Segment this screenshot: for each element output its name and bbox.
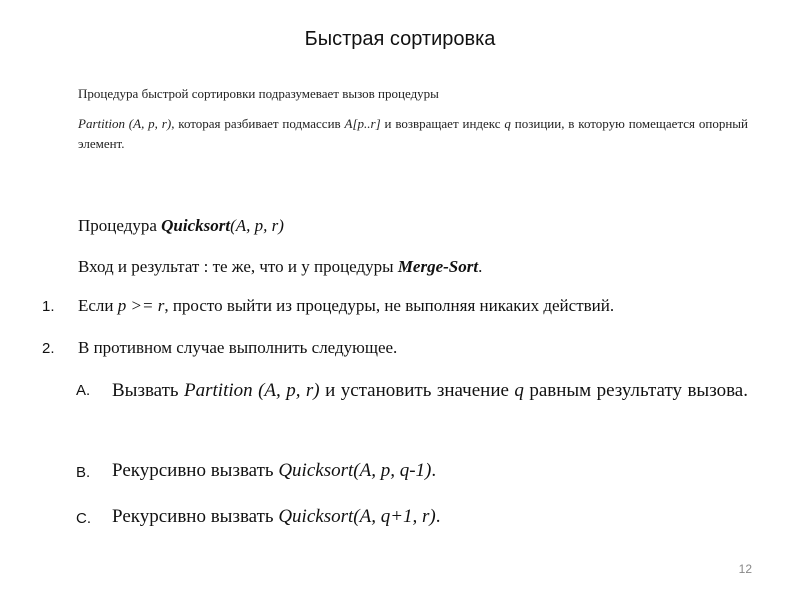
procedure-args: (A, p, r) — [230, 216, 284, 235]
intro-text-3: позиции, в которую помещается опорный элемент. — [78, 116, 749, 151]
substep-b-prefix: Рекурсивно вызвать — [112, 460, 279, 481]
substep-a-number: A. — [76, 382, 91, 399]
step-1-prefix: Если — [78, 296, 118, 315]
substep-c-prefix: Рекурсивно вызвать — [112, 506, 279, 527]
step-1-suffix: , просто выйти из процедуры, не выполняя никаких действий. — [164, 296, 615, 315]
substep-a-suffix: равным результату вызова. — [523, 380, 748, 401]
intro-text-2: и возвращает индекс — [380, 116, 505, 131]
subarray-ref: A[p..r] — [344, 116, 381, 131]
intro-text-1: , которая разбивает подмассив — [171, 116, 345, 131]
intro-line-1: Процедура быстрой сортировки подразумевает вызов процедуры — [78, 86, 439, 101]
procedure-prefix: Процедура — [78, 216, 162, 235]
substep-c-call: Quicksort(A, q+1, r) — [278, 506, 436, 527]
substep-b-suffix: . — [431, 460, 437, 481]
slide-title: Быстрая сортировка — [304, 28, 496, 50]
substep-a-prefix: Вызвать — [112, 380, 185, 401]
procedure-name: Quicksort — [161, 216, 231, 235]
procedure-heading — [78, 216, 284, 236]
io-suffix: . — [478, 257, 483, 276]
step-1-number: 1. — [42, 298, 55, 315]
intro-paragraph — [78, 114, 748, 154]
substep-c-suffix: . — [435, 506, 441, 527]
io-line — [78, 257, 482, 277]
substep-c-number: C. — [76, 510, 91, 527]
substep-a-mid: и установить значение — [319, 380, 515, 401]
io-prefix: Вход и результат : те же, что и у процедуры — [78, 257, 398, 276]
substep-a-call: Partition (A, p, r) — [184, 380, 320, 401]
io-ref: Merge-Sort — [397, 257, 479, 276]
step-1 — [78, 296, 614, 316]
substep-b-number: B. — [76, 464, 91, 481]
index-q: q — [504, 116, 511, 131]
substep-c — [112, 506, 441, 528]
substep-b-call: Quicksort(A, p, q-1) — [278, 460, 432, 481]
page-number: 12 — [738, 562, 752, 576]
step-1-condition: p >= r — [117, 296, 165, 315]
substep-a-q: q — [514, 380, 524, 401]
partition-ref: Partition (A, p, r) — [78, 116, 172, 131]
step-2-number: 2. — [42, 340, 55, 357]
step-2: В противном случае выполнить следующее. — [78, 338, 398, 357]
substep-b — [112, 460, 436, 482]
substep-a — [112, 372, 748, 410]
